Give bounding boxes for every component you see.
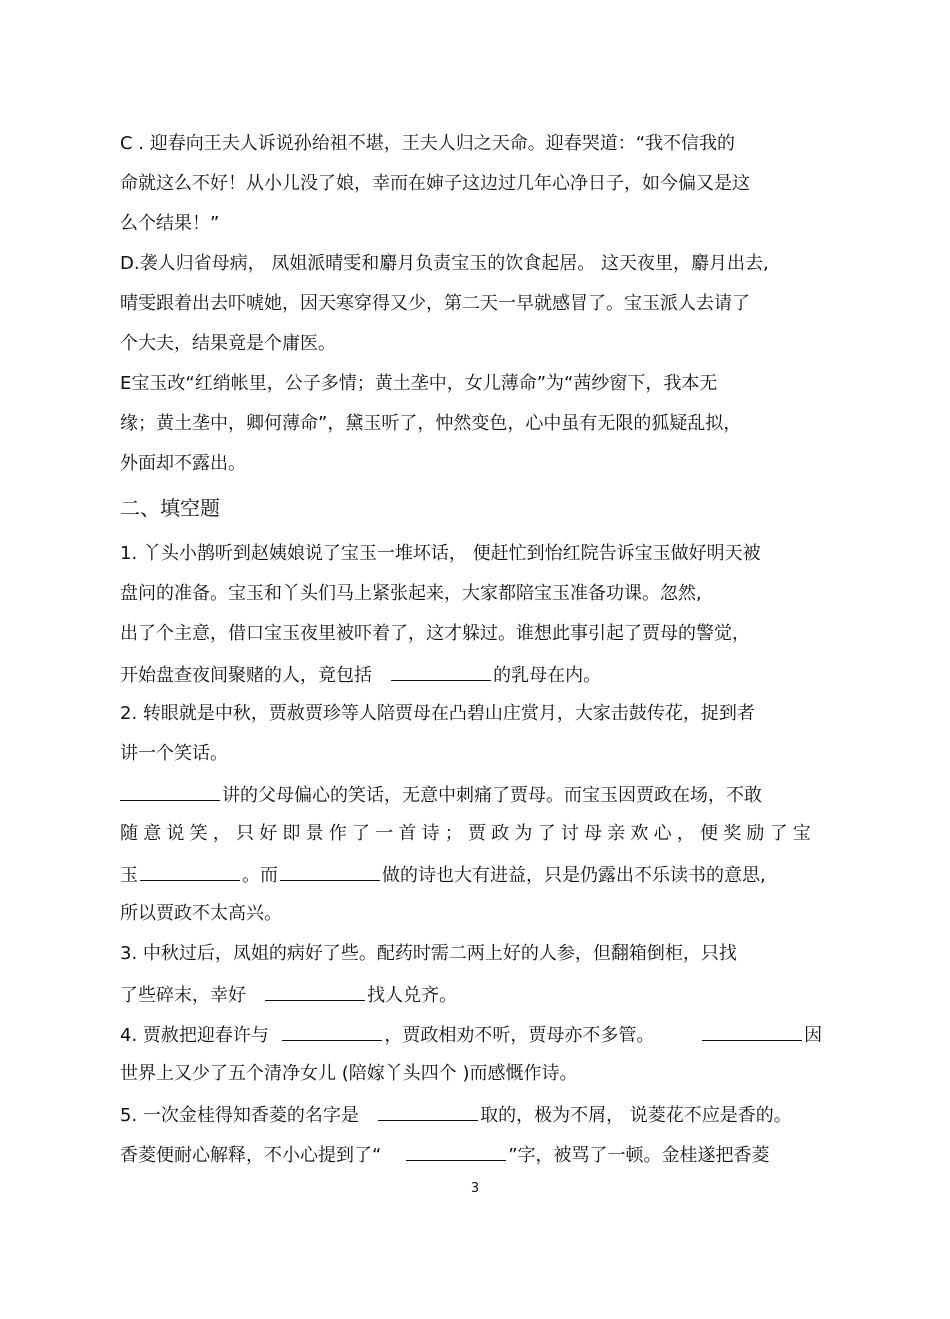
text-segment: 。而 [242,865,278,886]
question-3-line-1: 3. 中秋过后，凤姐的病好了些。配药时需二两上好的人参，但翻箱倒柜，只找 [120,943,737,964]
section-title: 二、填空题 [120,496,220,520]
text-segment: ，贾政相劝不听，贾母亦不多管。 [384,1025,655,1046]
text-segment: 讲的父母偏心的笑话，无意中刺痛了贾母。而宝玉因贾政在场，不敢 [222,785,762,806]
question-2-line-6: 所以贾政不太高兴。 [120,903,282,924]
answer-blank [280,862,380,881]
text-segment: 因 [804,1025,823,1046]
question-1-line-3: 出了个主意，借口宝玉夜里被吓着了，这才躲过。谁想此事引起了贾母的警觉， [120,623,750,644]
text-segment: 5. 一次金桂得知香菱的名字是 [120,1105,359,1126]
answer-blank [140,862,240,881]
question-2-line-1: 2. 转眼就是中秋，贾赦贾珍等人陪贾母在凸碧山庄赏月，大家击鼓传花，捉到者 [120,703,755,724]
answer-blank [120,782,220,801]
text-segment: 玉 [120,865,138,886]
question-5-line-2 [120,1142,770,1168]
option-d-line-2: 晴雯跟着出去吓唬她，因天寒穿得又少，第二天一早就感冒了。宝玉派人去请了 [120,293,750,314]
question-4-line-1 [120,1022,822,1048]
option-c-line-1: C . 迎春向王夫人诉说孙绐祖不堪，王夫人归之天命。迎春哭道：“我不信我的 [120,133,736,154]
question-5-line-1 [120,1102,792,1128]
answer-blank [702,1022,802,1041]
answer-blank [378,1102,478,1121]
answer-blank [265,982,365,1001]
text-segment: 香菱便耐心解释，不小心提到了“ [120,1145,382,1166]
option-d-line-3: 个大夫，结果竟是个庸医。 [120,333,336,354]
answer-blank [282,1022,382,1041]
option-c-line-3: 么个结果！” [120,213,220,234]
answer-blank [406,1142,506,1161]
option-e-line-3: 外面却不露出。 [120,453,246,474]
question-3-line-2 [120,982,457,1008]
answer-blank [391,662,491,681]
question-1-line-2: 盘问的准备。宝玉和丫头们马上紧张起来，大家都陪宝玉准备功课。忽然, [120,583,702,604]
option-d-line-1: D.袭人归省母病， 凤姐派晴雯和麝月负责宝玉的饮食起居。 这天夜里，麝月出去, [120,253,769,274]
text-segment: 开始盘查夜间聚赌的人，竟包括 [120,665,372,686]
question-2-line-2: 讲一个笑话。 [120,743,228,764]
text-segment: 4. 贾赦把迎春许与 [120,1025,269,1046]
question-2-line-3 [120,782,762,808]
text-segment: 取的，极为不屑， 说菱花不应是香的。 [480,1105,792,1126]
question-4-line-2: 世界上又少了五个清净女儿 (陪嫁丫头四个 )而感慨作诗。 [120,1063,578,1084]
text-segment: ”字，被骂了一顿。金桂遂把香菱 [508,1145,770,1166]
text-segment: 的乳母在内。 [493,665,602,686]
question-2-line-4: 随意说笑，只好即景作了一首诗；贾政为了讨母亲欢心，便奖励了宝 [120,823,816,844]
option-e-line-2: 缘；黄土垄中，卿何薄命”，黛玉听了，忡然变色，心中虽有无限的狐疑乱拟， [120,413,742,434]
text-segment: 做的诗也大有进益，只是仍露出不乐读书的意思, [382,865,766,886]
option-c-line-2: 命就这么不好！从小儿没了娘，幸而在婶子这边过几年心净日子，如今偏又是这 [120,173,750,194]
question-1-line-4 [120,662,601,688]
question-1-line-1: 1. 丫头小鹊听到赵姨娘说了宝玉一堆坏话， 便赶忙到怡红院告诉宝玉做好明天被 [120,543,761,564]
option-e-line-1: E宝玉改“红绡帐里，公子多情；黄土垄中，女儿薄命”为“茜纱窗下，我本无 [120,373,718,394]
text-segment: 了些碎末，幸好 [120,985,246,1006]
text-segment: 找人兑齐。 [367,985,458,1006]
page-number: 3 [470,1181,480,1196]
question-2-line-5 [120,862,766,888]
